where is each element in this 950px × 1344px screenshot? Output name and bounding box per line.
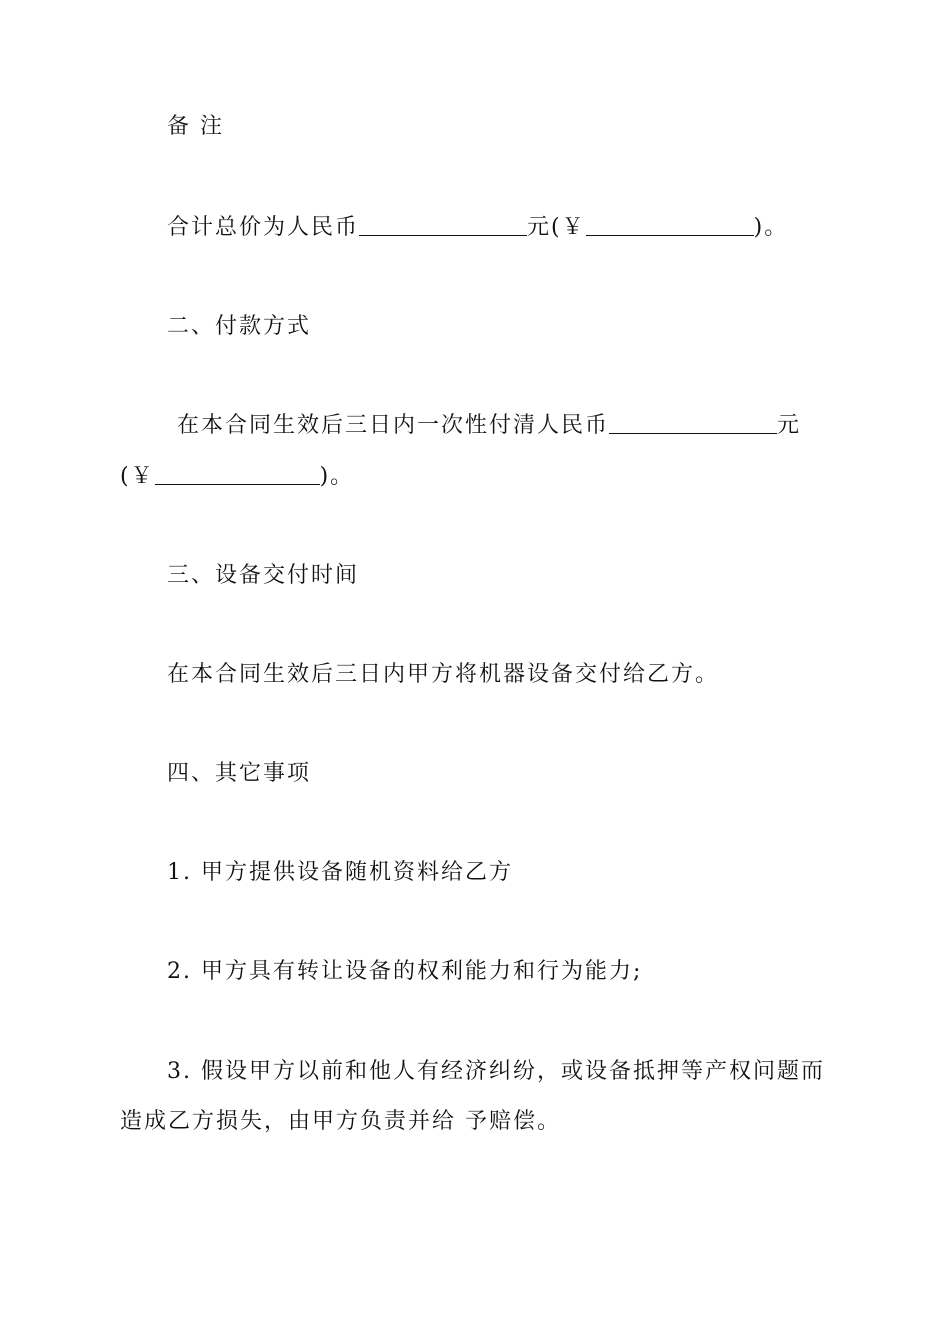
payment-line-2-suffix: )。: [319, 464, 355, 489]
total-price-prefix: 合计总价为人民币: [167, 215, 360, 240]
remark-label: 备 注: [167, 114, 224, 139]
amount-in-words-blank: [359, 213, 527, 236]
payment-amount-words-blank: [609, 411, 777, 434]
payment-line-2: [120, 462, 354, 492]
payment-line-1-text: 在本合同生效后三日内一次性付清人民币: [177, 413, 610, 438]
total-price-suffix: )。: [753, 215, 789, 240]
total-price-mid: 元(￥: [527, 215, 586, 240]
section2-heading: 二、付款方式: [167, 314, 312, 339]
payment-line-2-prefix: (￥: [120, 464, 155, 489]
section4-heading: 四、其它事项: [167, 761, 312, 786]
payment-line-1-suffix: 元: [777, 413, 802, 438]
item-3-line-2: 造成乙方损失，由甲方负责并给 予赔偿。: [120, 1109, 561, 1134]
section3-heading: 三、设备交付时间: [167, 563, 360, 588]
payment-line-1: [177, 411, 801, 441]
amount-in-figures-blank: [586, 213, 754, 236]
delivery-clause: 在本合同生效后三日内甲方将机器设备交付给乙方。: [167, 662, 720, 687]
item-3-line-1: 3. 假设甲方以前和他人有经济纠纷，或设备抵押等产权问题而: [167, 1059, 825, 1084]
total-price-line: [167, 213, 788, 243]
item-1: 1. 甲方提供设备随机资料给乙方: [167, 860, 513, 885]
item-2: 2. 甲方具有转让设备的权利能力和行为能力;: [167, 959, 643, 984]
payment-amount-figures-blank: [155, 462, 320, 485]
